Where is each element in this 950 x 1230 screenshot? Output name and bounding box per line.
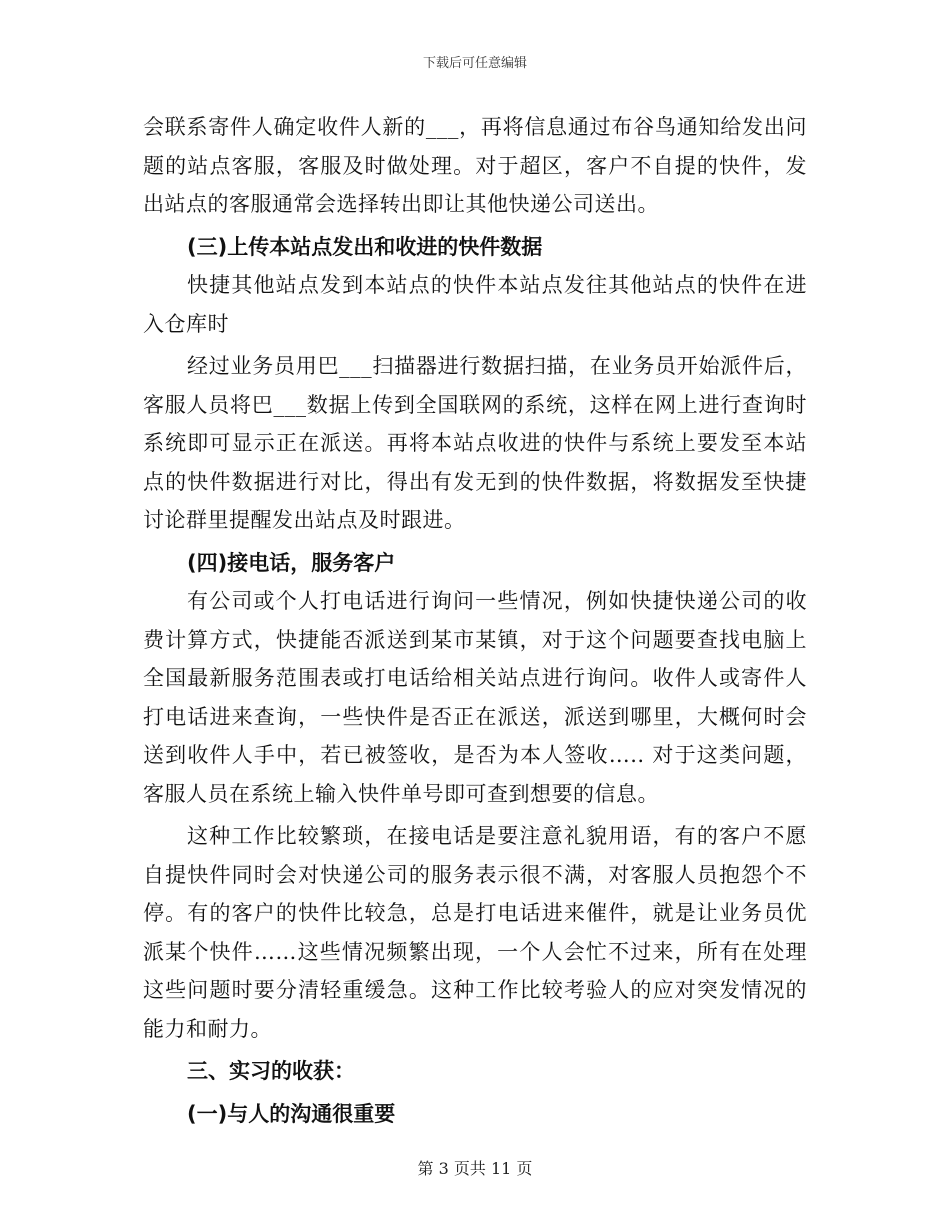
chapter-heading-harvest: 三、实习的收获： [187,1059,355,1083]
paragraph-5: 这种工作比较繁琐，在接电话是要注意礼貌用语，有的客户不愿自提快件同时会对快递公司的服务表示很不满，对客服人员抱怨个不停。有的客户的快件比较急，总是打电话进来催件，就是让业务员优派某个快件……这些情况频繁出现，一个人会忙不过来，所有在处理这些问题时要分清轻重缓急。这种工作比较考验人的应对突发情况的能力和耐力。 [143,824,807,1041]
section-heading-3: (三)上传本站点发出和收进的快件数据 [187,234,543,259]
section-heading-4: (四)接电话，服务客户 [187,550,396,575]
paragraph-1: 会联系寄件人确定收件人新的___，再将信息通过布谷鸟通知给发出问题的站点客服，客服及时做处理。对于超区，客户不自提的快件，发出站点的客服通常会选择转出即让其他快递公司送出。 [143,115,807,216]
document-body [143,108,807,1133]
section-heading-communication: (一)与人的沟通很重要 [187,1101,396,1126]
page-footer: 第 3 页共 11 页 [417,1159,533,1178]
paragraph-4: 有公司或个人打电话进行询问一些情况，例如快捷快递公司的收费计算方式，快捷能否派送到某市某镇，对于这个问题要查找电脑上全国最新服务范围表或打电话给相关站点进行询问。收件人或寄件人打电话进来查询，一些快件是否正在派送，派送到哪里，大概何时会送到收件人手中，若已被签收，是否为本人签收….. 对于这类问题，客服人员在系统上输入快件单号即可查到想要的信息。 [143,589,807,806]
page-header: 下载后可任意编辑 [422,56,527,71]
paragraph-3: 经过业务员用巴___扫描器进行数据扫描，在业务员开始派件后，客服人员将巴___数据上传到全国联网的系统，这样在网上进行查询时系统即可显示正在派送。再将本站点收进的快件与系统上要发至本站点的快件数据进行对比，得出有发无到的快件数据，将数据发至快捷讨论群里提醒发出站点及时跟进。 [143,354,807,532]
paragraph-2: 快捷其他站点发到本站点的快件本站点发往其他站点的快件在进入仓库时 [143,273,807,336]
